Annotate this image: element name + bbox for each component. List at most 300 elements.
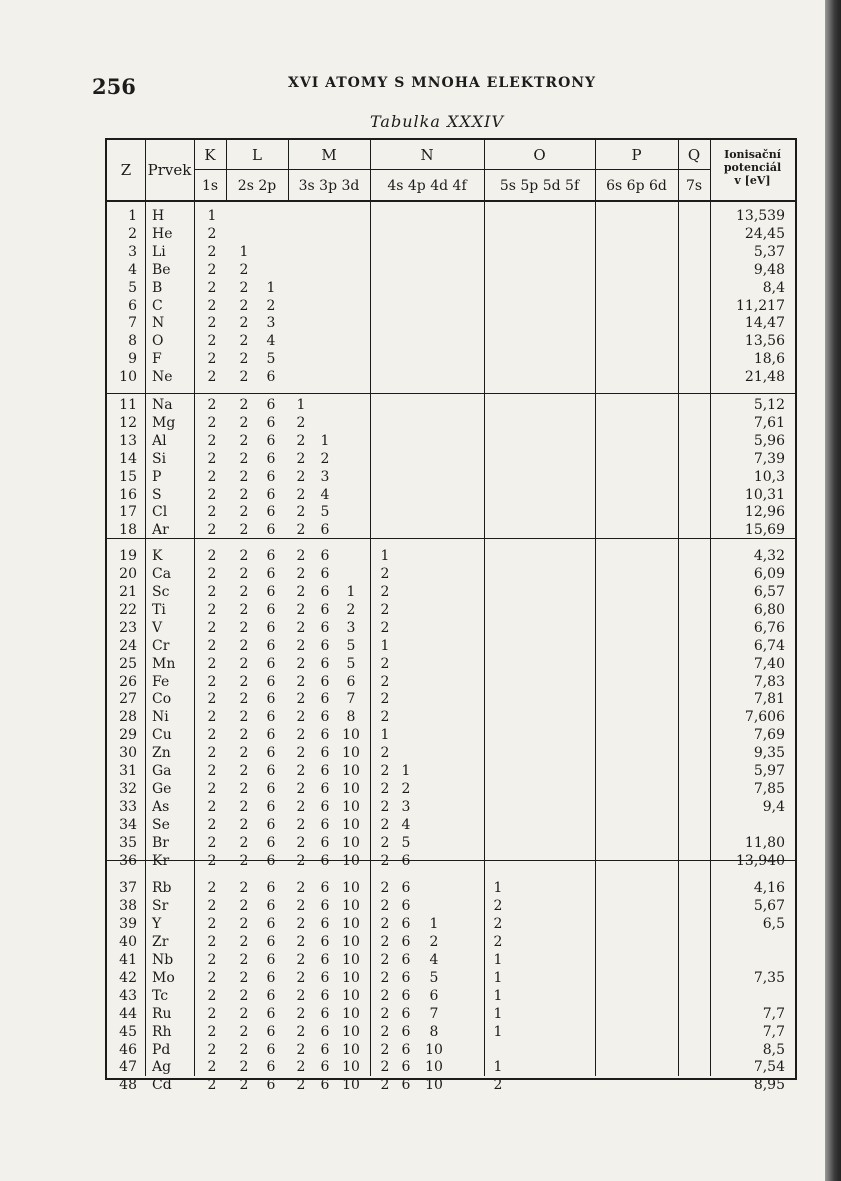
cell-p3: 6 bbox=[320, 852, 330, 869]
cell-s3: 2 bbox=[296, 1005, 306, 1022]
header-ionisation-line1: Ionisační bbox=[724, 148, 781, 161]
cell-s4: 2 bbox=[380, 655, 390, 672]
cell-z: 15 bbox=[119, 468, 137, 485]
cell-el: Ga bbox=[152, 763, 172, 779]
table-row bbox=[107, 315, 795, 332]
table-row bbox=[107, 853, 795, 870]
cell-p4: 4 bbox=[401, 816, 411, 833]
cell-s1: 2 bbox=[207, 1077, 217, 1094]
cell-z: 22 bbox=[119, 601, 137, 618]
cell-s2: 2 bbox=[239, 397, 249, 413]
cell-s2: 2 bbox=[239, 1041, 249, 1058]
cell-s2: 2 bbox=[239, 351, 249, 368]
table-row bbox=[107, 727, 795, 744]
cell-ion: 5,96 bbox=[753, 432, 785, 449]
cell-p3: 6 bbox=[320, 1005, 330, 1022]
cell-s2: 2 bbox=[239, 279, 249, 296]
cell-s1: 2 bbox=[207, 601, 217, 618]
cell-p4: 6 bbox=[401, 916, 411, 933]
cell-s3: 2 bbox=[296, 673, 306, 690]
cell-z: 4 bbox=[128, 261, 137, 278]
cell-s2: 2 bbox=[239, 315, 249, 332]
cell-p4: 6 bbox=[401, 1059, 411, 1076]
cell-s3: 2 bbox=[296, 566, 306, 583]
table-row bbox=[107, 369, 795, 386]
cell-p4: 6 bbox=[401, 969, 411, 986]
header-subshell-l: 2s 2p bbox=[237, 178, 277, 194]
cell-p3: 6 bbox=[320, 637, 330, 654]
cell-ion: 8,5 bbox=[762, 1041, 785, 1058]
cell-z: 21 bbox=[119, 584, 137, 600]
cell-s3: 2 bbox=[296, 916, 306, 933]
cell-s1: 2 bbox=[207, 1059, 217, 1076]
cell-p2: 6 bbox=[266, 763, 276, 779]
cell-p2: 5 bbox=[266, 351, 276, 368]
cell-s1: 2 bbox=[207, 916, 217, 933]
cell-el: Cd bbox=[152, 1077, 172, 1094]
table-row bbox=[107, 415, 795, 432]
cell-el: Cu bbox=[152, 727, 172, 744]
cell-z: 12 bbox=[119, 414, 137, 431]
cell-el: Li bbox=[152, 243, 166, 260]
cell-s4: 1 bbox=[380, 727, 390, 744]
cell-d3: 10 bbox=[342, 852, 360, 869]
cell-el: Mo bbox=[152, 969, 175, 986]
cell-p2: 6 bbox=[266, 1041, 276, 1058]
cell-ion: 18,6 bbox=[753, 351, 785, 368]
cell-p2: 6 bbox=[266, 414, 276, 431]
cell-s5: 1 bbox=[493, 952, 503, 968]
table-row bbox=[107, 280, 795, 297]
cell-d3: 10 bbox=[342, 798, 360, 815]
header-shell-m: M bbox=[321, 146, 337, 164]
cell-s2: 2 bbox=[239, 916, 249, 933]
cell-s3: 2 bbox=[296, 1059, 306, 1076]
cell-z: 35 bbox=[119, 834, 137, 851]
cell-d3: 1 bbox=[346, 584, 356, 600]
cell-s2: 2 bbox=[239, 504, 249, 521]
cell-ion: 6,74 bbox=[753, 637, 785, 654]
cell-p2: 6 bbox=[266, 522, 276, 539]
cell-s4: 2 bbox=[380, 673, 390, 690]
cell-s2: 1 bbox=[239, 243, 249, 260]
header-z: Z bbox=[120, 161, 132, 179]
cell-d3: 6 bbox=[346, 673, 356, 690]
cell-d3: 8 bbox=[346, 709, 356, 726]
cell-d4: 5 bbox=[429, 969, 439, 986]
cell-s3: 2 bbox=[296, 987, 306, 1004]
table-row bbox=[107, 351, 795, 368]
table-row bbox=[107, 880, 795, 897]
cell-el: N bbox=[152, 315, 165, 332]
table-row bbox=[107, 1024, 795, 1041]
cell-s2: 2 bbox=[239, 880, 249, 897]
cell-s1: 2 bbox=[207, 745, 217, 762]
cell-s1: 2 bbox=[207, 468, 217, 485]
cell-s3: 2 bbox=[296, 852, 306, 869]
table-row bbox=[107, 817, 795, 834]
cell-d3: 10 bbox=[342, 727, 360, 744]
cell-p2: 6 bbox=[266, 709, 276, 726]
cell-el: Fe bbox=[152, 673, 170, 690]
cell-p3: 6 bbox=[320, 1077, 330, 1094]
cell-ion: 5,12 bbox=[753, 397, 785, 413]
cell-p3: 6 bbox=[320, 673, 330, 690]
cell-d3: 2 bbox=[346, 601, 356, 618]
table-row bbox=[107, 397, 795, 414]
cell-el: V bbox=[152, 619, 163, 636]
cell-s4: 2 bbox=[380, 619, 390, 636]
cell-p2: 6 bbox=[266, 619, 276, 636]
cell-d4: 10 bbox=[425, 1077, 443, 1094]
cell-p4: 6 bbox=[401, 898, 411, 915]
cell-s1: 2 bbox=[207, 243, 217, 260]
cell-s1: 2 bbox=[207, 637, 217, 654]
table-row bbox=[107, 208, 795, 225]
cell-s1: 2 bbox=[207, 834, 217, 851]
cell-s3: 2 bbox=[296, 880, 306, 897]
cell-p2: 6 bbox=[266, 798, 276, 815]
cell-p4: 6 bbox=[401, 952, 411, 968]
cell-d3: 10 bbox=[342, 1059, 360, 1076]
cell-el: Nb bbox=[152, 952, 174, 968]
cell-el: Zn bbox=[152, 745, 171, 762]
cell-s3: 2 bbox=[296, 691, 306, 708]
cell-s1: 2 bbox=[207, 691, 217, 708]
cell-z: 17 bbox=[119, 504, 137, 521]
cell-s4: 2 bbox=[380, 566, 390, 583]
cell-p2: 2 bbox=[266, 297, 276, 314]
cell-el: Cr bbox=[152, 637, 170, 654]
cell-s4: 1 bbox=[380, 548, 390, 565]
table-row bbox=[107, 226, 795, 243]
cell-s1: 2 bbox=[207, 1041, 217, 1058]
cell-el: Ag bbox=[152, 1059, 172, 1076]
cell-s3: 2 bbox=[296, 504, 306, 521]
cell-s5: 1 bbox=[493, 1005, 503, 1022]
cell-s3: 2 bbox=[296, 1041, 306, 1058]
header-ionisation-line3: v [eV] bbox=[734, 174, 771, 187]
header-ionisation-line2: potenciál bbox=[723, 161, 782, 174]
cell-ion: 7,81 bbox=[753, 691, 785, 708]
cell-ion: 5,37 bbox=[753, 243, 785, 260]
cell-p3: 3 bbox=[320, 468, 330, 485]
cell-s5: 2 bbox=[493, 934, 503, 951]
cell-d3: 10 bbox=[342, 916, 360, 933]
table-row bbox=[107, 298, 795, 315]
cell-s1: 2 bbox=[207, 780, 217, 797]
cell-s4: 2 bbox=[380, 1041, 390, 1058]
cell-ion: 5,97 bbox=[753, 763, 785, 779]
cell-el: Tc bbox=[152, 987, 169, 1004]
cell-s2: 2 bbox=[239, 898, 249, 915]
cell-s3: 2 bbox=[296, 468, 306, 485]
cell-s2: 2 bbox=[239, 969, 249, 986]
cell-s2: 2 bbox=[239, 655, 249, 672]
cell-s4: 2 bbox=[380, 1023, 390, 1040]
table-row bbox=[107, 566, 795, 583]
cell-p2: 6 bbox=[266, 432, 276, 449]
cell-z: 28 bbox=[119, 709, 137, 726]
cell-s2: 2 bbox=[239, 522, 249, 539]
cell-el: Al bbox=[152, 432, 167, 449]
cell-el: B bbox=[152, 279, 163, 296]
cell-s1: 2 bbox=[207, 816, 217, 833]
cell-p2: 6 bbox=[266, 987, 276, 1004]
cell-p3: 6 bbox=[320, 834, 330, 851]
cell-z: 31 bbox=[119, 763, 137, 779]
cell-z: 6 bbox=[128, 297, 137, 314]
cell-p4: 6 bbox=[401, 852, 411, 869]
cell-s2: 2 bbox=[239, 691, 249, 708]
cell-d3: 10 bbox=[342, 1005, 360, 1022]
cell-ion: 13,56 bbox=[744, 333, 785, 350]
cell-p3: 4 bbox=[320, 486, 330, 503]
cell-s4: 2 bbox=[380, 934, 390, 951]
cell-s1: 2 bbox=[207, 852, 217, 869]
cell-p3: 6 bbox=[320, 916, 330, 933]
period-separator bbox=[107, 393, 795, 394]
cell-s2: 2 bbox=[239, 566, 249, 583]
cell-s4: 2 bbox=[380, 987, 390, 1004]
cell-ion: 7,83 bbox=[753, 673, 785, 690]
cell-el: Mn bbox=[152, 655, 176, 672]
cell-ion: 11,217 bbox=[736, 297, 785, 314]
cell-ion: 9,35 bbox=[753, 745, 785, 762]
table-row bbox=[107, 548, 795, 565]
table-row bbox=[107, 433, 795, 450]
cell-d3: 10 bbox=[342, 1077, 360, 1094]
cell-p2: 1 bbox=[266, 279, 276, 296]
cell-ion: 9,4 bbox=[762, 798, 785, 815]
cell-s4: 2 bbox=[380, 745, 390, 762]
cell-p2: 6 bbox=[266, 934, 276, 951]
cell-s1: 2 bbox=[207, 952, 217, 968]
table-caption: Tabulka XXXIV bbox=[370, 112, 504, 131]
cell-s1: 2 bbox=[207, 315, 217, 332]
cell-s1: 2 bbox=[207, 261, 217, 278]
cell-el: Br bbox=[152, 834, 169, 851]
cell-s2: 2 bbox=[239, 1023, 249, 1040]
cell-p2: 6 bbox=[266, 834, 276, 851]
cell-s2: 2 bbox=[239, 450, 249, 467]
cell-s3: 2 bbox=[296, 798, 306, 815]
cell-s3: 2 bbox=[296, 450, 306, 467]
cell-el: S bbox=[152, 486, 162, 503]
cell-p3: 6 bbox=[320, 619, 330, 636]
cell-z: 36 bbox=[119, 852, 137, 869]
cell-p2: 6 bbox=[266, 566, 276, 583]
cell-d3: 10 bbox=[342, 780, 360, 797]
cell-el: Kr bbox=[152, 852, 170, 869]
cell-s2: 2 bbox=[239, 780, 249, 797]
cell-s5: 1 bbox=[493, 987, 503, 1004]
cell-p4: 2 bbox=[401, 780, 411, 797]
header-subshell-o: 5s 5p 5d 5f bbox=[499, 178, 580, 194]
header-bottom-rule bbox=[107, 200, 795, 202]
cell-s1: 2 bbox=[207, 1005, 217, 1022]
cell-p3: 6 bbox=[320, 584, 330, 600]
cell-ion: 10,31 bbox=[744, 486, 785, 503]
cell-p2: 4 bbox=[266, 333, 276, 350]
header-prvek: Prvek bbox=[147, 161, 192, 179]
table-row bbox=[107, 1006, 795, 1023]
cell-el: P bbox=[152, 468, 162, 485]
cell-z: 42 bbox=[119, 969, 137, 986]
cell-s2: 2 bbox=[239, 333, 249, 350]
cell-ion: 6,57 bbox=[753, 584, 785, 600]
table-row bbox=[107, 691, 795, 708]
cell-el: Ne bbox=[152, 369, 173, 386]
cell-s3: 2 bbox=[296, 834, 306, 851]
cell-s1: 2 bbox=[207, 763, 217, 779]
cell-z: 32 bbox=[119, 780, 137, 797]
cell-el: Na bbox=[152, 397, 173, 413]
table-row bbox=[107, 620, 795, 637]
cell-s2: 2 bbox=[239, 1005, 249, 1022]
table-row bbox=[107, 487, 795, 504]
cell-s2: 2 bbox=[239, 727, 249, 744]
cell-s4: 2 bbox=[380, 1059, 390, 1076]
cell-z: 1 bbox=[128, 208, 137, 224]
cell-s5: 1 bbox=[493, 880, 503, 897]
cell-ion: 9,48 bbox=[753, 261, 785, 278]
cell-d3: 10 bbox=[342, 763, 360, 779]
table-row bbox=[107, 638, 795, 655]
cell-s1: 2 bbox=[207, 548, 217, 565]
cell-p2: 6 bbox=[266, 601, 276, 618]
table-row bbox=[107, 522, 795, 539]
cell-el: F bbox=[152, 351, 162, 368]
cell-p2: 6 bbox=[266, 880, 276, 897]
cell-p2: 6 bbox=[266, 852, 276, 869]
cell-z: 20 bbox=[119, 566, 137, 583]
header-subshell-k: 1s bbox=[201, 178, 219, 194]
cell-s5: 2 bbox=[493, 1077, 503, 1094]
cell-el: Mg bbox=[152, 414, 176, 431]
cell-s2: 2 bbox=[239, 673, 249, 690]
cell-z: 27 bbox=[119, 691, 137, 708]
table-row bbox=[107, 709, 795, 726]
cell-s3: 2 bbox=[296, 432, 306, 449]
cell-z: 40 bbox=[119, 934, 137, 951]
cell-p2: 6 bbox=[266, 780, 276, 797]
cell-ion: 4,32 bbox=[753, 548, 785, 565]
cell-s3: 2 bbox=[296, 709, 306, 726]
cell-p4: 6 bbox=[401, 880, 411, 897]
header-shell-n: N bbox=[420, 146, 434, 164]
cell-s2: 2 bbox=[239, 637, 249, 654]
cell-ion: 6,09 bbox=[753, 566, 785, 583]
cell-d4: 8 bbox=[429, 1023, 439, 1040]
cell-p3: 6 bbox=[320, 601, 330, 618]
cell-ion: 21,48 bbox=[744, 369, 785, 386]
cell-ion: 15,69 bbox=[744, 522, 785, 539]
cell-s1: 2 bbox=[207, 709, 217, 726]
cell-s1: 2 bbox=[207, 566, 217, 583]
cell-s3: 2 bbox=[296, 522, 306, 539]
cell-el: Ar bbox=[152, 522, 169, 539]
cell-ion: 7,69 bbox=[753, 727, 785, 744]
cell-p2: 6 bbox=[266, 898, 276, 915]
cell-p4: 6 bbox=[401, 1041, 411, 1058]
header-shell-k: K bbox=[204, 146, 216, 164]
cell-s2: 2 bbox=[239, 548, 249, 565]
cell-s2: 2 bbox=[239, 261, 249, 278]
cell-s4: 2 bbox=[380, 780, 390, 797]
cell-s4: 2 bbox=[380, 898, 390, 915]
cell-s1: 2 bbox=[207, 969, 217, 986]
cell-p3: 5 bbox=[320, 504, 330, 521]
cell-p2: 6 bbox=[266, 673, 276, 690]
table-row bbox=[107, 763, 795, 780]
cell-z: 47 bbox=[119, 1059, 137, 1076]
cell-s2: 2 bbox=[239, 601, 249, 618]
cell-p2: 6 bbox=[266, 1005, 276, 1022]
table-row bbox=[107, 262, 795, 279]
cell-p2: 6 bbox=[266, 504, 276, 521]
cell-ion: 7,39 bbox=[753, 450, 785, 467]
cell-s1: 2 bbox=[207, 333, 217, 350]
cell-d3: 10 bbox=[342, 934, 360, 951]
cell-z: 2 bbox=[128, 225, 137, 242]
cell-el: Pd bbox=[152, 1041, 171, 1058]
cell-z: 41 bbox=[119, 952, 137, 968]
cell-z: 48 bbox=[119, 1077, 137, 1094]
cell-d4: 7 bbox=[429, 1005, 439, 1022]
cell-ion: 6,76 bbox=[753, 619, 785, 636]
cell-p3: 6 bbox=[320, 1041, 330, 1058]
cell-el: Si bbox=[152, 450, 167, 467]
cell-el: As bbox=[152, 798, 170, 815]
cell-el: He bbox=[152, 225, 173, 242]
cell-s1: 2 bbox=[207, 369, 217, 386]
cell-ion: 7,61 bbox=[753, 414, 785, 431]
cell-p3: 6 bbox=[320, 1023, 330, 1040]
cell-s4: 2 bbox=[380, 1077, 390, 1094]
cell-s1: 2 bbox=[207, 225, 217, 242]
cell-s3: 2 bbox=[296, 763, 306, 779]
cell-z: 38 bbox=[119, 898, 137, 915]
cell-p4: 6 bbox=[401, 1005, 411, 1022]
cell-s3: 2 bbox=[296, 601, 306, 618]
cell-ion: 7,606 bbox=[744, 709, 785, 726]
cell-s2: 2 bbox=[239, 486, 249, 503]
header-shell-l: L bbox=[252, 146, 262, 164]
cell-el: Ca bbox=[152, 566, 172, 583]
cell-p2: 6 bbox=[266, 969, 276, 986]
cell-z: 7 bbox=[128, 315, 137, 332]
cell-z: 26 bbox=[119, 673, 137, 690]
cell-z: 33 bbox=[119, 798, 137, 815]
cell-el: Rh bbox=[152, 1023, 172, 1040]
cell-p3: 6 bbox=[320, 880, 330, 897]
cell-p3: 6 bbox=[320, 745, 330, 762]
table-row bbox=[107, 451, 795, 468]
cell-s1: 1 bbox=[207, 208, 217, 224]
cell-s3: 2 bbox=[296, 655, 306, 672]
cell-s3: 2 bbox=[296, 548, 306, 565]
cell-s5: 1 bbox=[493, 1059, 503, 1076]
cell-p2: 6 bbox=[266, 486, 276, 503]
cell-s3: 2 bbox=[296, 745, 306, 762]
cell-s4: 2 bbox=[380, 816, 390, 833]
cell-s2: 2 bbox=[239, 798, 249, 815]
table-row bbox=[107, 952, 795, 969]
cell-ion: 7,40 bbox=[753, 655, 785, 672]
cell-s2: 2 bbox=[239, 987, 249, 1004]
cell-z: 39 bbox=[119, 916, 137, 933]
